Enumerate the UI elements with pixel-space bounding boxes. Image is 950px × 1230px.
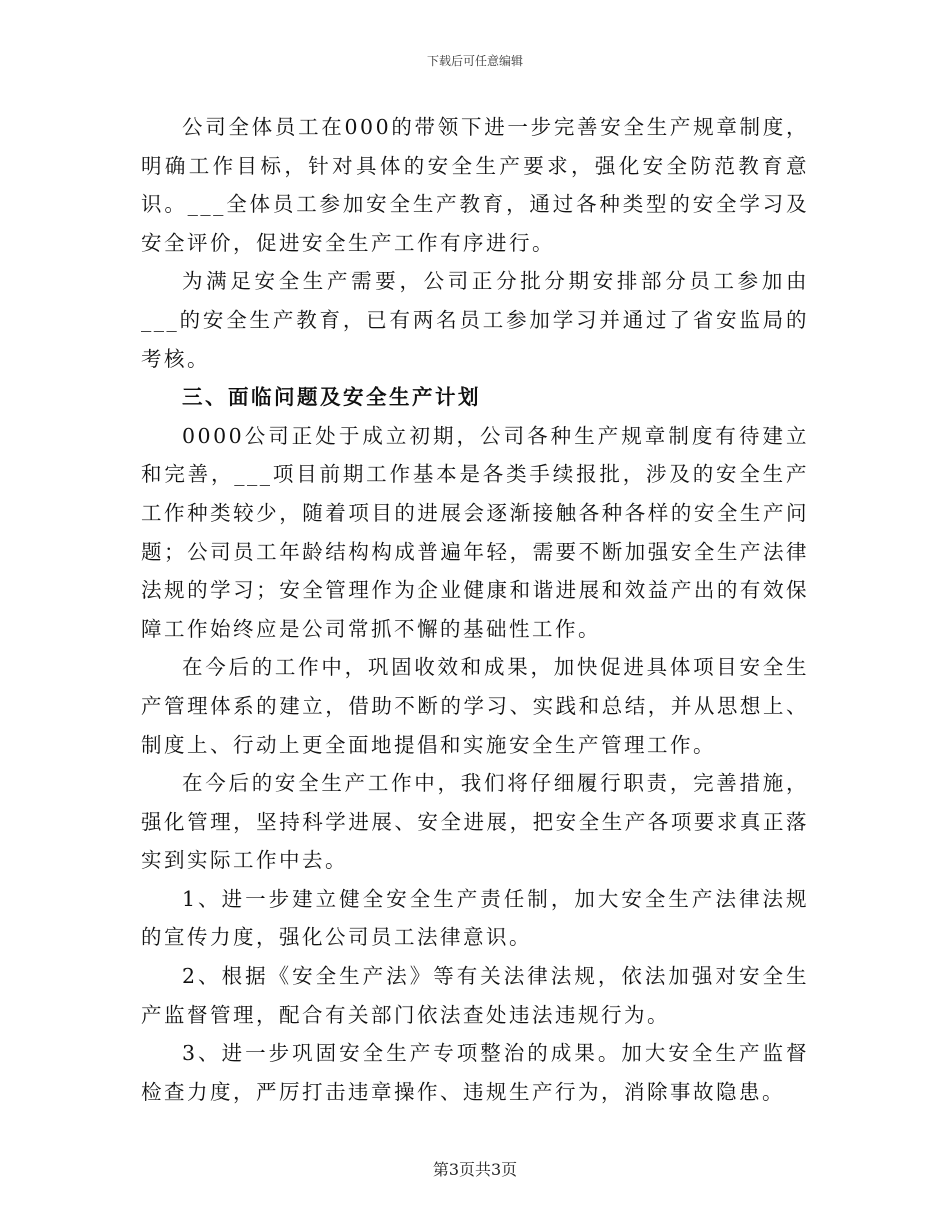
- page-footer: 第3页共3页: [432, 1160, 518, 1179]
- paragraph: 0000公司正处于成立初期，公司各种生产规章制度有待建立和完善，___项目前期工作基本是各类手续报批，涉及的安全生产工作种类较少，随着项目的进展会逐渐接触各种各样的安全生产问题；公司员工年龄结构构成普遍年轻，需要不断加强安全生产法律法规的学习；安全管理作为企业健康和谐进展和效益产出的有效保障工作始终应是公司常抓不懈的基础性工作。: [141, 423, 809, 641]
- page-header: 下载后可任意编辑: [426, 54, 523, 68]
- list-item: 1、进一步建立健全安全生产责任制，加大安全生产法律法规的宣传力度，强化公司员工法律意识。: [141, 886, 809, 950]
- paragraph: 在今后的工作中，巩固收效和成果，加快促进具体项目安全生产管理体系的建立，借助不断的学习、实践和总结，并从思想上、制度上、行动上更全面地提倡和实施安全生产管理工作。: [141, 655, 809, 757]
- list-item: 2、根据《安全生产法》等有关法律法规，依法加强对安全生产监督管理，配合有关部门依法查处违法违规行为。: [141, 964, 809, 1027]
- section-heading: 三、面临问题及安全生产计划: [182, 385, 481, 410]
- paragraph: 为满足安全生产需要，公司正分批分期安排部分员工参加由___的安全生产教育，已有两名员工参加学习并通过了省安监局的考核。: [141, 269, 809, 371]
- paragraph: 在今后的安全生产工作中，我们将仔细履行职责，完善措施，强化管理，坚持科学进展、安全进展，把安全生产各项要求真正落实到实际工作中去。: [141, 771, 809, 873]
- document-body: [141, 108, 809, 1111]
- list-item: 3、进一步巩固安全生产专项整治的成果。加大安全生产监督检查力度，严厉打击违章操作、违规生产行为，消除事故隐患。: [141, 1041, 809, 1104]
- paragraph: 公司全体员工在000的带领下进一步完善安全生产规章制度，明确工作目标，针对具体的安全生产要求，强化安全防范教育意识。___全体员工参加安全生产教育，通过各种类型的安全学习及安全评价，促进安全生产工作有序进行。: [141, 115, 809, 255]
